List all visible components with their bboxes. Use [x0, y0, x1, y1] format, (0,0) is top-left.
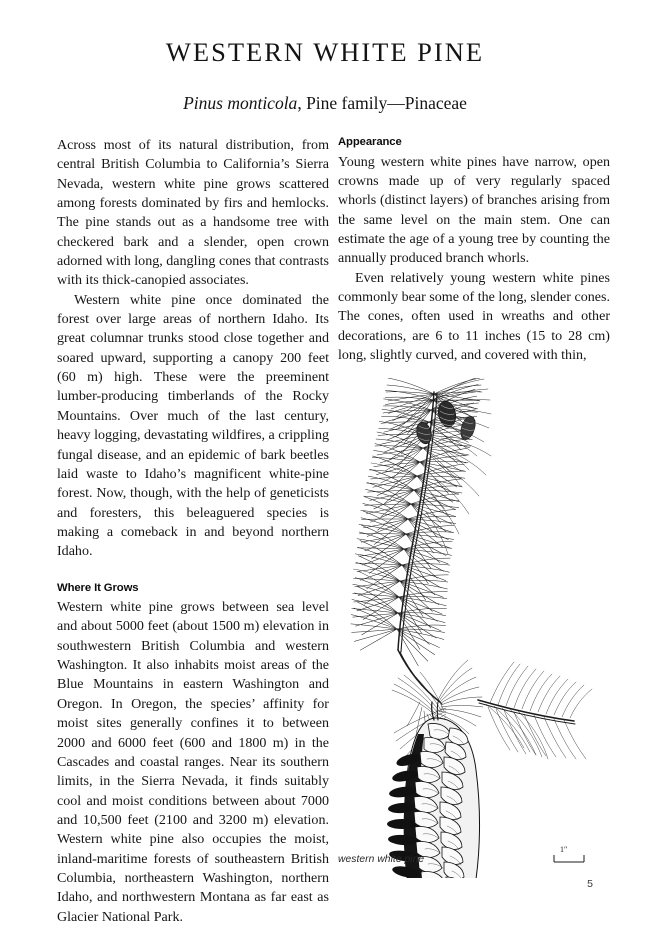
page-title: WESTERN WHITE PINE: [165, 37, 485, 67]
paragraph: Even relatively young western white pines commonly bear some of the long, slender cones. The cones, often used in wreaths and other decorations, are 6 to 11 inches (15 to 28 cm) long, slightly curved, and covered with thin,: [338, 269, 610, 363]
page-number: 5: [587, 878, 593, 890]
section-heading-appearance: Appearance: [338, 136, 402, 148]
body-columns: [57, 136, 610, 925]
paragraph: Young western white pines have narrow, open crowns made up of very regularly spaced whorls (distinct layers) of branches arising from the same level on the main stem. One can estimate the age of a young tree by counting the annually produced branch whorls.: [338, 153, 610, 267]
masthead: [56, 38, 594, 114]
family-name: , Pine family—Pinaceae: [297, 93, 467, 114]
figure-caption: western white pine: [338, 854, 425, 865]
scale-bar-label: 1″: [560, 845, 568, 854]
section-heading-where-it-grows: Where It Grows: [57, 581, 139, 594]
paragraph: Western white pine grows between sea level and about 5000 feet (about 1500 m) elevation in southwestern British Columbia and western Washington. It also inhabits moist areas of the Blue Mountains in eastern Washington and Oregon. In Oregon, the species’ affinity for moist sites generally confines it to between 2000 and 6000 feet (600 and 1800 m) in the Cascades and coastal ranges. Near its southern limits, in the Sierra Nevada, it finds suitably cool and moist conditions between about 7000 and 10,500 feet (2100 and 3200 m) elevation. Western white pine also occupies the moist, inland-maritime forests of southeastern British Columbia, northeastern Washington, northern Idaho, and northwestern Montana as far east as Glacier National Park.: [57, 599, 329, 925]
page-subtitle: [56, 93, 594, 114]
paragraph: Western white pine once dominated the forest over large areas of northern Idaho. Its great columnar trunks stood close together and soared upward, supporting a canopy 200 feet (60 m) high. These were the preeminent lumber-producing timberlands of the Rocky Mountains. Over much of the last century, heavy logging, devastating wildfires, a crippling fungal disease, and an epidemic of bark beetles laid waste to Idaho’s magnificent white-pine forest. Now, though, with the help of geneticists and foresters, this beleaguered species is making a comeback in and beyond northern Idaho.: [57, 291, 329, 560]
paragraph: Across most of its natural distribution, from central British Columbia to California’s Sierra Nevada, western white pine grows scattered among forests dominated by firs and hemlocks. The pine stands out as a handsome tree with checkered bark and a slender, open crown adorned with long, dangling cones that contrasts with its thick-canopied associates.: [57, 137, 329, 289]
scientific-name: Pinus monticola: [183, 93, 298, 114]
left-column: [57, 136, 329, 927]
right-column: [338, 136, 610, 365]
botanical-illustration: [338, 378, 610, 878]
